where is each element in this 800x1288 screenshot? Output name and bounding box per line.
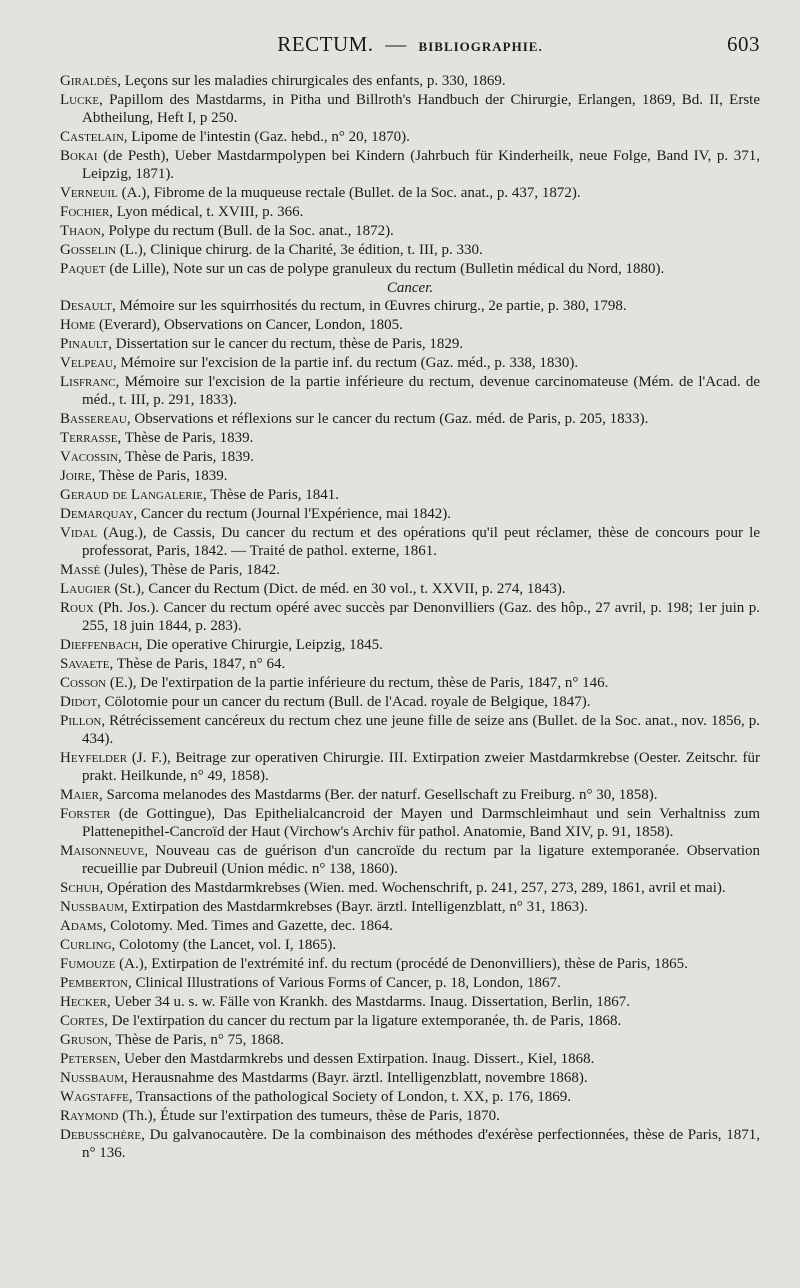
entry-author: Adams, [60, 918, 107, 934]
bibliography-entry [60, 917, 760, 935]
entry-text: Mémoire sur l'excision de la partie inf. du rectum (Gaz. méd., p. 338, 1830). [120, 355, 579, 371]
entry-author: Giraldès, [60, 73, 122, 89]
entry-text: Leçons sur les maladies chirurgicales des enfants, p. 330, 1869. [124, 73, 506, 89]
entry-author: Raymond [60, 1108, 119, 1124]
bibliography-entry [60, 879, 760, 897]
entry-author: Lisfranc, [60, 374, 120, 390]
bibliography-entry [60, 655, 760, 673]
bibliography-entry [60, 599, 760, 635]
entry-text: (Th.), Étude sur l'extirpation des tumeurs, thèse de Paris, 1870. [122, 1108, 500, 1124]
entry-author: Didot, [60, 694, 101, 710]
entry-author: Laugier [60, 581, 111, 597]
title-dash: — [385, 32, 407, 56]
bibliography-entry [60, 72, 760, 90]
entry-text: Polype du rectum (Bull. de la Soc. anat., 1872). [108, 223, 394, 239]
bibliography-entry [60, 636, 760, 654]
section-subtitle: BIBLIOGRAPHIE. [418, 39, 543, 54]
bibliography-entry [60, 693, 760, 711]
entry-text: Thèse de Paris, 1839. [125, 449, 254, 465]
entry-author: Nussbaum, [60, 1070, 128, 1086]
bibliography-entry [60, 524, 760, 560]
bibliography-entry [60, 222, 760, 240]
entry-text: (de Lille), Note sur un cas de polype granuleux du rectum (Bulletin médical du Nord, 1880). [109, 261, 665, 277]
entry-text: Papillom des Mastdarms, in Pitha und Billroth's Handbuch der Chirurgie, Erlangen, 1869, Bd. II, Erste Abtheilung, Heft I, p 250. [82, 92, 761, 126]
entry-author: Terrasse, [60, 430, 122, 446]
bibliography-entry [60, 505, 760, 523]
entry-author: Bassereau, [60, 411, 131, 427]
bibliography-entry [60, 297, 760, 315]
entry-author: Hecker, [60, 994, 111, 1010]
bibliography-entry [60, 1069, 760, 1087]
bibliography-entry [60, 936, 760, 954]
entry-text: (E.), De l'extirpation de la partie inférieure du rectum, thèse de Paris, 1847, n° 146. [109, 675, 609, 691]
bibliography-entry [60, 373, 760, 409]
bibliography-entry [60, 429, 760, 447]
entry-text: (A.), Fibrome de la muqueuse rectale (Bullet. de la Soc. anat., p. 437, 1872). [121, 185, 581, 201]
entry-author: Bokai [60, 148, 98, 164]
bibliography-entry [60, 1050, 760, 1068]
bibliography-entry [60, 674, 760, 692]
entry-text: Transactions of the pathological Society of London, t. XX, p. 176, 1869. [136, 1089, 571, 1105]
entry-text: Nouveau cas de guérison d'un cancroïde du rectum par la ligature extemporanée. Observation recueillie par Dubreuil (Union médic. n° 138, 1860). [82, 843, 761, 877]
entry-text: Du galvanocautère. De la combinaison des méthodes d'exérèse perfectionnées, thèse de Paris, 1871, n° 136. [82, 1127, 761, 1161]
entry-author: Castelain, [60, 129, 128, 145]
entry-text: (A.), Extirpation de l'extrémité inf. du rectum (procédé de Denonvilliers), thèse de Paris, 1865. [119, 956, 688, 972]
entry-text: Cancer du rectum (Journal l'Expérience, mai 1842). [140, 506, 451, 522]
bibliography-entry [60, 128, 760, 146]
bibliography-entry [60, 260, 760, 278]
entry-author: Schuh, [60, 880, 104, 896]
entry-author: Petersen, [60, 1051, 121, 1067]
bibliography-entry [60, 316, 760, 334]
entry-author: Roux [60, 600, 94, 616]
entry-author: Nussbaum, [60, 899, 128, 915]
entry-author: Gosselin [60, 242, 117, 258]
entry-text: Herausnahme des Mastdarms (Bayr. ärztl. Intelligenzblatt, novembre 1868). [131, 1070, 588, 1086]
bibliography-entry [60, 898, 760, 916]
entry-text: Lipome de l'intestin (Gaz. hebd., n° 20, 1870). [131, 129, 410, 145]
entry-author: Savaete, [60, 656, 114, 672]
bibliography-entry [60, 448, 760, 466]
entry-author: Home [60, 317, 96, 333]
entry-author: Pillon, [60, 713, 106, 729]
bibliography-entry [60, 467, 760, 485]
entry-text: (Everard), Observations on Cancer, London, 1805. [99, 317, 403, 333]
bibliography-entry [60, 749, 760, 785]
entry-author: Wagstaffe, [60, 1089, 133, 1105]
entry-author: Maier, [60, 787, 103, 803]
entry-text: (Jules), Thèse de Paris, 1842. [104, 562, 280, 578]
entry-author: Massé [60, 562, 101, 578]
entry-text: (Aug.), de Cassis, Du cancer du rectum et des opérations qu'il peut réclamer, thèse de concours pour le professorat, Paris, 1842. — Traité de pathol. externe, 1861. [82, 525, 760, 559]
bibliography-entry [60, 1107, 760, 1125]
entry-text: Thèse de Paris, 1847, n° 64. [116, 656, 286, 672]
entry-text: Thèse de Paris, 1839. [124, 430, 254, 446]
bibliography-entry [60, 955, 760, 973]
entry-author: Joire, [60, 468, 96, 484]
entry-author: Maisonneuve, [60, 843, 148, 859]
bibliography-entry [60, 842, 760, 878]
entry-text: (J. F.), Beitrage zur operativen Chirurgie. III. Extirpation zweier Mastdarmkrebse (Oester. Zeitschr. für prakt. Heilkunde, n° 49, 1858). [82, 750, 760, 784]
entry-author: Gruson, [60, 1032, 112, 1048]
bibliography-entry [60, 410, 760, 428]
entry-text: (de Gottingue), Das Epithelialcancroid der Mayen und Darmschleimhaut und sein Verhaltniss zum Plattenepithel-Cancroïd der Haut (Virchow's Archiv für pathol. Anatomie, Band XIV, p. 91, 1858). [82, 806, 761, 840]
bibliography-entry [60, 974, 760, 992]
entry-author: Lucke, [60, 92, 103, 108]
entry-text: Mémoire sur l'excision de la partie inférieure du rectum, devenue carcinomateuse (Mém. de l'Acad. de méd., t. III, p. 291, 1833). [82, 374, 760, 408]
entry-text: (St.), Cancer du Rectum (Dict. de méd. en 30 vol., t. XXVII, p. 274, 1843). [114, 581, 566, 597]
entry-author: Thaon, [60, 223, 105, 239]
entry-text: Opération des Mastdarmkrebses (Wien. med. Wochenschrift, p. 241, 257, 273, 289, 1861, avril et mai). [107, 880, 726, 896]
entry-author: Fochier, [60, 204, 114, 220]
bibliography-list [60, 72, 760, 1162]
entry-author: Heyfelder [60, 750, 128, 766]
entry-text: Dissertation sur le cancer du rectum, thèse de Paris, 1829. [115, 336, 464, 352]
entry-text: De l'extirpation du cancer du rectum par la ligature extemporanée, th. de Paris, 1868. [111, 1013, 622, 1029]
entry-text: (Ph. Jos.). Cancer du rectum opéré avec succès par Denonvilliers (Gaz. des hôp., 27 avril, p. 198; 1er juin p. 255, 18 juin 1844, p. 283). [82, 600, 760, 634]
bibliography-entry [60, 1031, 760, 1049]
entry-text: Colotomy (the Lancet, vol. I, 1865). [119, 937, 337, 953]
entry-author: Geraud de Langalerie, [60, 487, 207, 503]
bibliography-entry [60, 91, 760, 127]
entry-text: Colotomy. Med. Times and Gazette, dec. 1864. [110, 918, 393, 934]
entry-text: Thèse de Paris, n° 75, 1868. [115, 1032, 284, 1048]
entry-author: Fumouze [60, 956, 116, 972]
entry-text: Extirpation des Mastdarmkrebses (Bayr. ärztl. Intelligenzblatt, n° 31, 1863). [131, 899, 588, 915]
bibliography-entry [60, 580, 760, 598]
bibliography-entry [60, 805, 760, 841]
bibliography-entry [60, 1126, 760, 1162]
entry-author: Cortes, [60, 1013, 108, 1029]
entry-text: Thèse de Paris, 1841. [210, 487, 339, 503]
entry-author: Verneuil [60, 185, 118, 201]
entry-text: Lyon médical, t. XVIII, p. 366. [116, 204, 304, 220]
entry-author: Debusschère, [60, 1127, 145, 1143]
chapter-title: RECTUM. [277, 32, 374, 56]
entry-text: (de Pesth), Ueber Mastdarmpolypen bei Kindern (Jahrbuch für Kinderheilk, neue Folge, Band IV, p. 371, Leipzig, 1871). [82, 148, 760, 182]
bibliography-entry [60, 1088, 760, 1106]
entry-text: Rétrécissement cancéreux du rectum chez une jeune fille de seize ans (Bullet. de la Soc. anat., nov. 1856, p. 434). [82, 713, 760, 747]
entry-author: Cosson [60, 675, 107, 691]
entry-author: Desault, [60, 298, 116, 314]
bibliography-entry [60, 561, 760, 579]
entry-text: Die operative Chirurgie, Leipzig, 1845. [146, 637, 383, 653]
bibliography-entry [60, 712, 760, 748]
entry-text: (L.), Clinique chirurg. de la Charité, 3e édition, t. III, p. 330. [119, 242, 483, 258]
entry-author: Vacossin, [60, 449, 122, 465]
entry-author: Velpeau, [60, 355, 117, 371]
entry-text: Clinical Illustrations of Various Forms of Cancer, p. 18, London, 1867. [135, 975, 561, 991]
bibliography-entry [60, 486, 760, 504]
entry-author: Demarquay, [60, 506, 138, 522]
bibliography-entry [60, 1012, 760, 1030]
running-head [60, 32, 760, 62]
section-heading: Cancer. [386, 280, 434, 296]
bibliography-entry [60, 203, 760, 221]
page-number: 603 [727, 32, 760, 56]
entry-text: Ueber den Mastdarmkrebs und dessen Extirpation. Inaug. Dissert., Kiel, 1868. [124, 1051, 595, 1067]
entry-author: Curling, [60, 937, 116, 953]
entry-author: Paquet [60, 261, 106, 277]
entry-text: Mémoire sur les squirrhosités du rectum, in Œuvres chirurg., 2e partie, p. 380, 1798. [119, 298, 627, 314]
entry-author: Pinault, [60, 336, 113, 352]
bibliography-entry [60, 335, 760, 353]
entry-text: Sarcoma melanodes des Mastdarms (Ber. der naturf. Gesellschaft zu Freiburg. n° 30, 1858). [106, 787, 658, 803]
entry-author: Dieffenbach, [60, 637, 143, 653]
bibliography-entry [60, 147, 760, 183]
bibliography-entry [60, 241, 760, 259]
bibliography-entry [60, 786, 760, 804]
entry-author: Vidal [60, 525, 98, 541]
bibliography-entry [60, 354, 760, 372]
entry-text: Observations et réflexions sur le cancer du rectum (Gaz. méd. de Paris, p. 205, 1833). [134, 411, 649, 427]
entry-author: Pemberton, [60, 975, 132, 991]
entry-author: Forster [60, 806, 111, 822]
entry-text: Thèse de Paris, 1839. [98, 468, 228, 484]
entry-text: Ueber 34 u. s. w. Fälle von Krankh. des Mastdarms. Inaug. Dissertation, Berlin, 1867. [114, 994, 630, 1010]
bibliography-entry [60, 993, 760, 1011]
entry-text: Cölotomie pour un cancer du rectum (Bull. de l'Acad. royale de Belgique, 1847). [104, 694, 591, 710]
bibliography-entry [60, 184, 760, 202]
